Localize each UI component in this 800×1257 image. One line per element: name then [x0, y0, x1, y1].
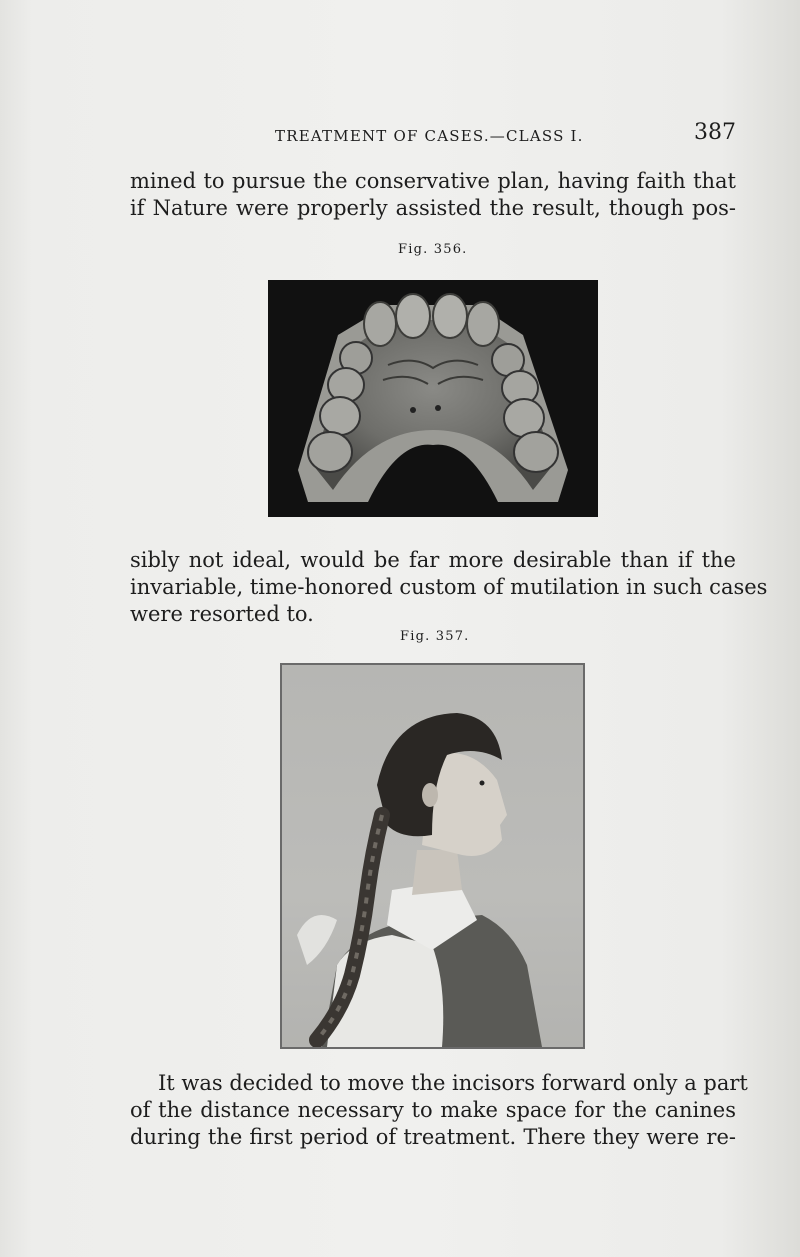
paragraph-3 [130, 1070, 748, 1151]
girl-profile-illustration [282, 665, 583, 1047]
page-header [130, 120, 736, 150]
paragraph-2 [130, 547, 768, 628]
running-head: TREATMENT OF CASES.—CLASS I. [275, 127, 584, 145]
figure-357-caption: Fig. 357. [400, 629, 470, 644]
paragraph-line: It was decided to move the incisors forward only a part [158, 1071, 748, 1095]
paragraph-line: mined to pursue the conservative plan, having faith that [130, 169, 736, 193]
page-number: 387 [694, 120, 736, 145]
paragraph-1 [130, 168, 736, 222]
paragraph-line: were resorted to. [130, 602, 314, 626]
figure-357-profile-portrait [280, 663, 585, 1049]
figure-356-caption: Fig. 356. [398, 242, 468, 257]
dental-arch-illustration [268, 280, 598, 517]
paragraph-line: during the first period of treatment. There they were re- [130, 1125, 736, 1149]
paragraph-line: of the distance necessary to make space for the canines [130, 1098, 736, 1122]
figure-356-dental-cast-photo [268, 280, 598, 517]
paragraph-line: sibly not ideal, would be far more desirable than if the [130, 548, 736, 572]
paragraph-line: if Nature were properly assisted the result, though pos- [130, 196, 736, 220]
paragraph-line: invariable, time-honored custom of mutilation in such cases [130, 575, 768, 599]
